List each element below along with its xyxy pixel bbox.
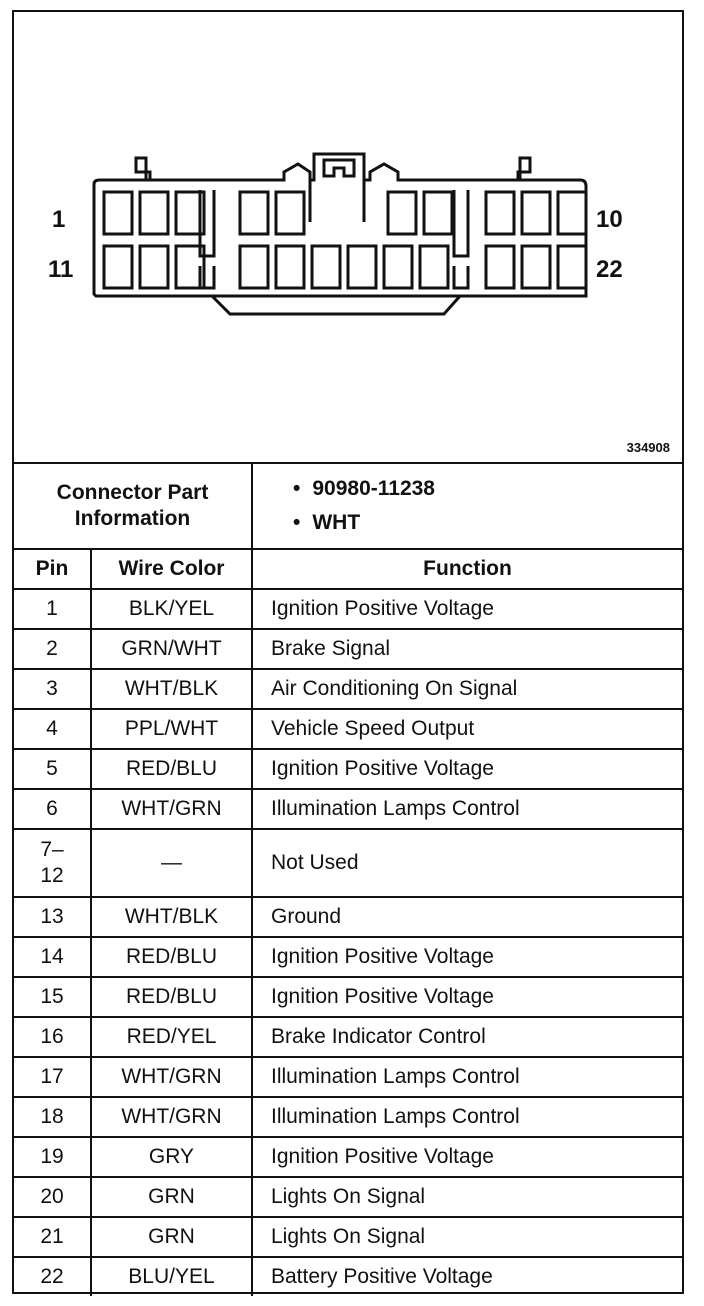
cavity-bottom-16 [312, 246, 340, 288]
pin-cell: 7– 12 [14, 829, 91, 897]
wire-color-cell: RED/YEL [91, 1017, 252, 1057]
header-function: Function [252, 549, 682, 589]
connector-face-drawing [14, 12, 681, 462]
function-cell: Battery Positive Voltage [252, 1257, 682, 1296]
pin-cell: 14 [14, 937, 91, 977]
pin-cell: 16 [14, 1017, 91, 1057]
pin-cell: 5 [14, 749, 91, 789]
part-info-label [14, 464, 252, 549]
pin-cell: 4 [14, 709, 91, 749]
wire-color-cell: WHT/BLK [91, 669, 252, 709]
function-cell: Ground [252, 897, 682, 937]
cavity-bottom-12 [140, 246, 168, 288]
function-cell: Illumination Lamps Control [252, 789, 682, 829]
wire-color-cell: WHT/GRN [91, 1057, 252, 1097]
cavity-bottom-22 [558, 246, 586, 288]
connector-diagram [14, 12, 682, 464]
table-row [14, 1217, 682, 1257]
cavity-top-6 [388, 192, 416, 234]
function-cell: Illumination Lamps Control [252, 1097, 682, 1137]
header-wire-color: Wire Color [91, 549, 252, 589]
function-cell: Ignition Positive Voltage [252, 589, 682, 629]
wire-color-cell: BLK/YEL [91, 589, 252, 629]
table-row [14, 1097, 682, 1137]
function-cell: Brake Indicator Control [252, 1017, 682, 1057]
wire-color-cell: WHT/GRN [91, 789, 252, 829]
pin-label-10: 10 [596, 206, 623, 233]
cavity-top-8 [486, 192, 514, 234]
table-row [14, 897, 682, 937]
function-cell: Ignition Positive Voltage [252, 977, 682, 1017]
table-row [14, 829, 682, 897]
table-row [14, 629, 682, 669]
cavity-top-7 [424, 192, 452, 234]
part-info-row [14, 464, 682, 549]
connector-color: • WHT [293, 506, 682, 540]
pin-label-1: 1 [52, 206, 66, 233]
wire-color-cell: WHT/GRN [91, 1097, 252, 1137]
wire-color-cell: BLU/YEL [91, 1257, 252, 1296]
wire-color-cell: WHT/BLK [91, 897, 252, 937]
cavity-top-9 [522, 192, 550, 234]
header-row [14, 549, 682, 589]
function-cell: Ignition Positive Voltage [252, 749, 682, 789]
header-pin: Pin [14, 549, 91, 589]
function-cell: Lights On Signal [252, 1217, 682, 1257]
wire-color-cell: RED/BLU [91, 749, 252, 789]
function-cell: Lights On Signal [252, 1177, 682, 1217]
figure-number: 334908 [626, 440, 670, 455]
function-cell: Vehicle Speed Output [252, 709, 682, 749]
function-cell: Ignition Positive Voltage [252, 1137, 682, 1177]
wire-color-cell: GRN/WHT [91, 629, 252, 669]
table-row [14, 1137, 682, 1177]
table-row [14, 1057, 682, 1097]
pin-cell: 15 [14, 977, 91, 1017]
function-cell: Not Used [252, 829, 682, 897]
function-cell: Air Conditioning On Signal [252, 669, 682, 709]
pin-cell: 13 [14, 897, 91, 937]
pin-cell: 6 [14, 789, 91, 829]
function-cell: Ignition Positive Voltage [252, 937, 682, 977]
part-info-label-line1: Connector Part [56, 481, 209, 504]
cavity-top-10 [558, 192, 586, 234]
table-row [14, 937, 682, 977]
pinout-table [14, 464, 682, 1296]
cavity-bottom-17 [348, 246, 376, 288]
pin-label-11: 11 [48, 256, 74, 283]
wire-color-cell: PPL/WHT [91, 709, 252, 749]
part-number: • 90980-11238 [293, 472, 682, 506]
wire-color-cell: GRN [91, 1217, 252, 1257]
function-cell: Illumination Lamps Control [252, 1057, 682, 1097]
cavity-bottom-14 [240, 246, 268, 288]
cavity-bottom-20 [486, 246, 514, 288]
cavity-top-1 [104, 192, 132, 234]
function-cell: Brake Signal [252, 629, 682, 669]
connector-sheet [12, 10, 684, 1294]
cavity-top-2 [140, 192, 168, 234]
pin-cell: 1 [14, 589, 91, 629]
pin-cell: 3 [14, 669, 91, 709]
table-row [14, 589, 682, 629]
pin-cell: 19 [14, 1137, 91, 1177]
pin-cell: 20 [14, 1177, 91, 1217]
table-row [14, 1017, 682, 1057]
wire-color-cell: GRN [91, 1177, 252, 1217]
table-row [14, 749, 682, 789]
wire-color-cell: RED/BLU [91, 977, 252, 1017]
part-info-values [252, 464, 682, 549]
pin-cell: 22 [14, 1257, 91, 1296]
cavity-bottom-19 [420, 246, 448, 288]
wire-color-cell: GRY [91, 1137, 252, 1177]
cavity-bottom-15 [276, 246, 304, 288]
wire-color-cell: — [91, 829, 252, 897]
cavity-bottom-11 [104, 246, 132, 288]
pin-cell: 18 [14, 1097, 91, 1137]
pin-cell: 2 [14, 629, 91, 669]
cavity-top-4 [240, 192, 268, 234]
pin-cell: 17 [14, 1057, 91, 1097]
table-row [14, 977, 682, 1017]
table-row [14, 789, 682, 829]
table-row [14, 1257, 682, 1296]
table-row [14, 1177, 682, 1217]
pin-cell: 21 [14, 1217, 91, 1257]
part-info-label-line2: Information [74, 507, 191, 530]
cavity-bottom-18 [384, 246, 412, 288]
table-row [14, 709, 682, 749]
cavity-top-5 [276, 192, 304, 234]
pin-label-22: 22 [596, 256, 623, 283]
wire-color-cell: RED/BLU [91, 937, 252, 977]
table-row [14, 669, 682, 709]
cavity-bottom-21 [522, 246, 550, 288]
